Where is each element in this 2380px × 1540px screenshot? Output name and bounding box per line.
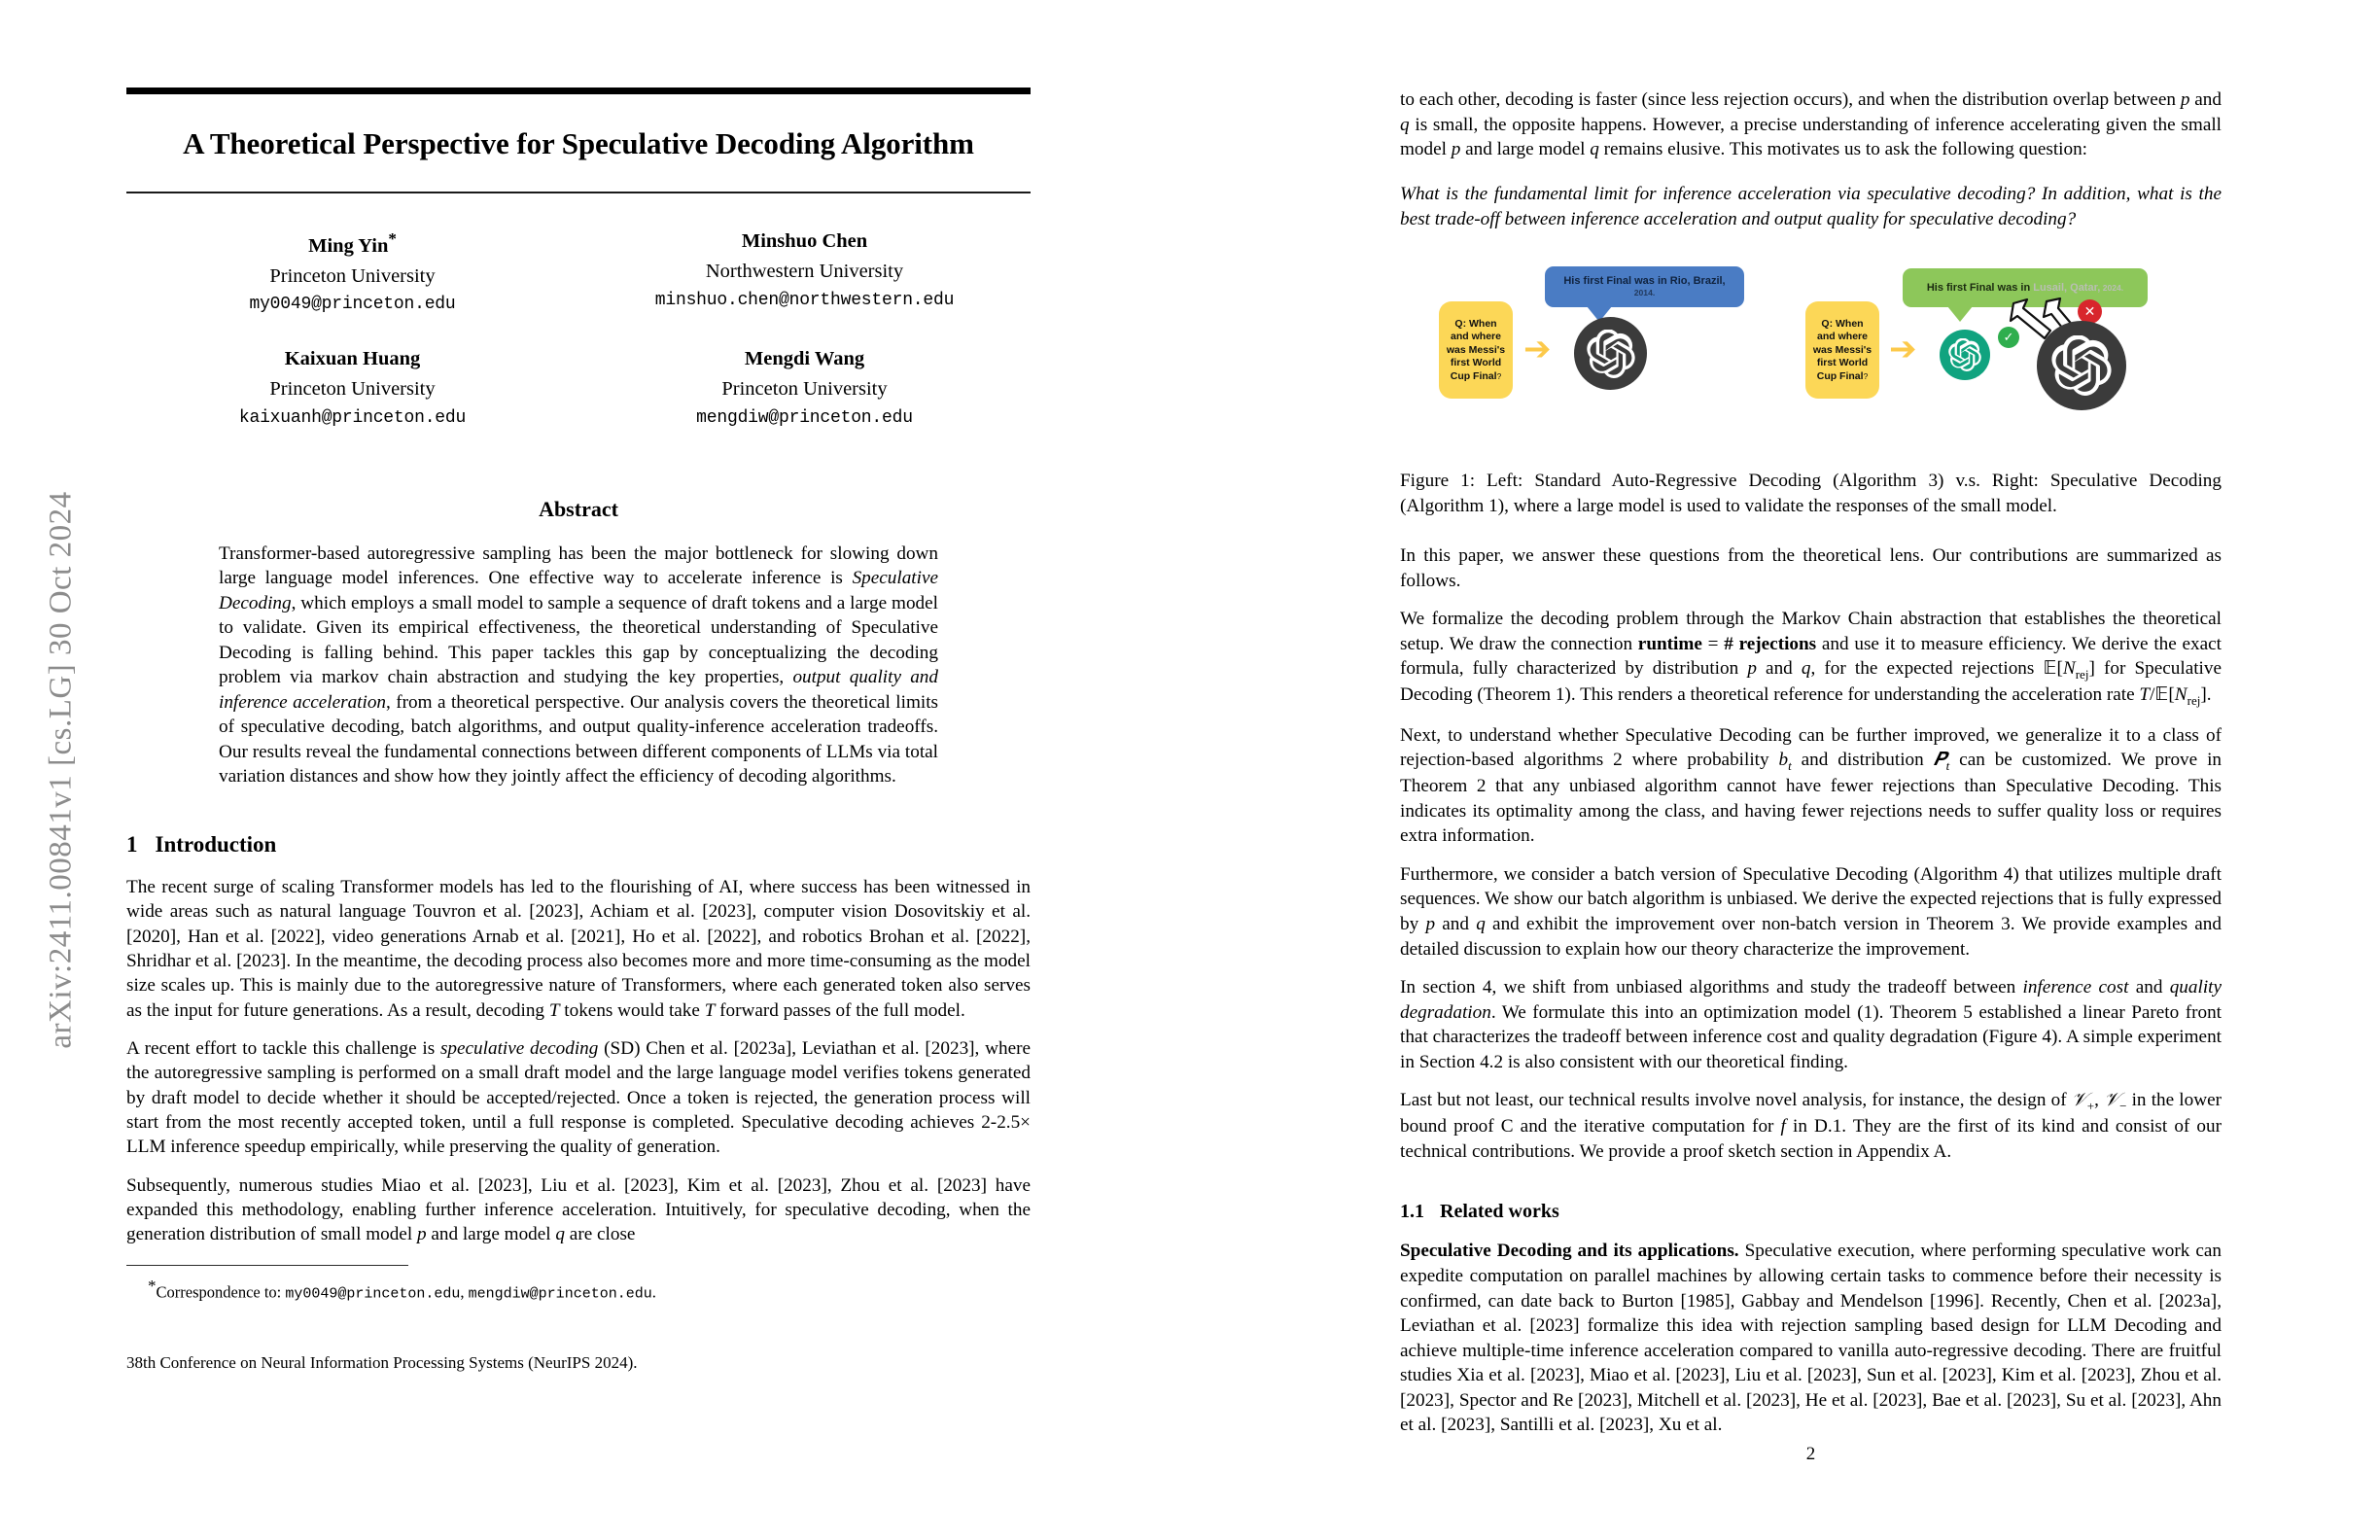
s4-c: . We formulate this into an optimization model (1). Theorem 5 established a linear Pareto front that characterizes the tradeoff between inference cost and quality degradation (Figure 4). A simple experiment in Section 4.2 is also consistent with our theoretical finding. xyxy=(1400,1001,2222,1072)
rtp-a: to each other, decoding is faster (since less rejection occurs), and when the distribution overlap between xyxy=(1400,89,2181,110)
reject-glyph: ✕ xyxy=(2083,303,2096,320)
intro-paragraph-2 xyxy=(126,1036,1031,1160)
fp-bold-runtime: runtime xyxy=(1637,633,1702,654)
fp-bold-rejections: # rejections xyxy=(1724,633,1817,654)
fp-f: . xyxy=(2206,684,2212,706)
s4-italic-1: inference cost xyxy=(2022,977,2129,998)
author-affiliation: Princeton University xyxy=(269,378,436,401)
intro-p1-end: forward passes of the full model. xyxy=(715,999,965,1021)
intro-p3-b: and large model xyxy=(426,1224,556,1245)
answer-text: His first Final was in Rio, Brazil, xyxy=(1563,275,1726,288)
abstract-part-2: , which employs a small model to sample a sequence of draft tokens and a large model to validate. Given its empirical effectiveness, the theoretical understanding of Speculative Decoding is falling behind. This paper tackles this gap by conceptualizing the decoding problem via markov chain abstraction and studying the key properties, xyxy=(219,592,938,688)
lp-c: in D.1. They are the first of its kind and consist of our technical contributions. We provide a proof sketch section in Appendix A. xyxy=(1400,1116,2222,1162)
author-affiliation: Northwestern University xyxy=(705,260,904,282)
np-b: and distribution xyxy=(1791,750,1934,771)
figure-left-panel xyxy=(1433,257,1764,451)
subsection-title: Related works xyxy=(1440,1201,1559,1223)
author-email: minshuo.chen@northwestern.edu xyxy=(654,290,955,310)
page-number: 2 xyxy=(1805,1444,1816,1464)
answer-text: His first Final was in xyxy=(1926,282,2034,295)
author-name xyxy=(126,227,578,262)
openai-logo-small-icon xyxy=(1940,330,1990,380)
author-affiliation: Princeton University xyxy=(269,264,436,287)
related-works-body: Speculative execution, where performing speculative work can expedite computation on parallel machines by allowing certain tasks to commence before their necessity is confirmed, can date back to Burton [1985], Gabbay and Mendelson [1996]. Recently, Chen et al. [2023a], Leviathan et al. [2023] formalize this idea with rejection sampling based design for LLM Decoding and achieve multiple-time inference acceleration compared to vanilla auto-regressive decoding. There are fruitful studies Xia et al. [2023], Miao et al. [2023], Liu et al. [2023], Sun et al. [2023], Kim et al. [2023], Zhou et al. [2023], Spector and Re [2023], Mitchell et al. [2023], He et al. [2023], Bae et al. [2023], Su et al. [2023], Ahn et al. [2023], Santilli et al. [2023], Xu et al. xyxy=(1400,1241,2222,1436)
author-name: Minshuo Chen xyxy=(741,230,868,253)
section-heading-introduction xyxy=(126,832,1031,858)
arrow-right-icon: ➔ xyxy=(1889,330,1917,369)
math-acceleration-rate: $T/𝔼[N_{rej}]$ xyxy=(2139,684,2207,709)
author-name: Kaixuan Huang xyxy=(284,348,421,370)
fp-c: and xyxy=(1756,658,1802,680)
footnote-correspondence xyxy=(126,1276,1031,1305)
figure-right-panel xyxy=(1803,257,2212,451)
page-title: A Theoretical Perspective for Speculative Decoding Algorithm xyxy=(183,126,974,160)
intro-p3-a: Subsequently, numerous studies Miao et al. [2023], Liu et al. [2023], Kim et al. [2023], Zhou et al. [2023] have expanded this methodology, enabling further inference acceleration. Intuitively, for speculative decoding, when the generation distribution of small model xyxy=(126,1174,1031,1245)
arxiv-stamp-text: arXiv:2411.00841v1 [cs.LG] 30 Oct 2024 xyxy=(43,491,79,1049)
question-tail: ? xyxy=(1863,370,1869,381)
author-name: Mengdi Wang xyxy=(744,348,865,370)
answer-bubble-left xyxy=(1545,266,1744,307)
page-left xyxy=(126,88,1031,1468)
fp-e: for Speculative Decoding (Theorem 1). This renders a theoretical reference for understanding the acceleration rate xyxy=(1400,658,2222,706)
fp-a: We formalize the decoding problem through the Markov Chain abstraction that establishes the theoretical setup. We draw the connection xyxy=(1400,609,2222,654)
footnote-prefix: Correspondence to: xyxy=(156,1282,286,1302)
openai-logo-icon xyxy=(1574,317,1647,390)
author-email: kaixuanh@princeton.edu xyxy=(238,407,467,428)
abstract-italic-1: Speculative Decoding xyxy=(219,568,938,613)
right-top-paragraph: to each other, decoding is faster (since less rejection occurs), and when the distribution overlap between p and q is small, the opposite happens. However, a precise understanding of inference accelerating given the small model p and large model q remains elusive. This motivates us to ask the following question: xyxy=(1400,89,2222,160)
abstract-italic-2: output quality and inference acceleration xyxy=(219,667,938,713)
author-minshuo-chen xyxy=(578,227,1031,319)
intro-p2-b: (SD) Chen et al. [2023a], Leviathan et al. [2023], where the autoregressive sampling is performed on a small draft model and the large language model verifies tokens generated by draft model to decide whether it should be accepted/rejected. Once a token is rejected, the generation process will start from the most recently accepted token, until a full response is completed. Speculative decoding achieves 2-2.5× LLM inference speedup empirically, while preserving the quality of generation. xyxy=(126,1037,1031,1158)
formalize-paragraph: We formalize the decoding problem through the Markov Chain abstraction that establishes the theoretical setup. We draw the connection runtime = # rejections and use it to measure efficiency. We derive the exact formula, fully characterized by distribution p and q, for the expected rejections $𝔼[N_{rej}]$ for Speculative Decoding (Theorem 1). This renders a theoretical reference for understanding the acceleration rate $T/𝔼[N_{rej}]$. xyxy=(1400,609,2222,709)
math-b-t: $b_t$ xyxy=(1778,750,1792,773)
question-box-left xyxy=(1439,301,1513,399)
accept-glyph: ✓ xyxy=(2003,330,2014,345)
title-rule-top xyxy=(126,88,1031,94)
intro-p3-c: are close xyxy=(565,1224,636,1245)
bubble-tail-right xyxy=(1947,306,1973,322)
intro-p1-mid: tokens would take xyxy=(559,999,705,1021)
openai-logo-large-icon xyxy=(2037,321,2126,410)
answer-faded-text: Lusail, Qatar, xyxy=(2033,282,2101,295)
footnote-star-icon: * xyxy=(148,1277,157,1296)
author-name-text: Ming Yin xyxy=(308,234,389,257)
abstract-part-3: , from a theoretical perspective. Our analysis covers the theoretical limits of speculative decoding, batch algorithms, and output quality-inference acceleration tradeoffs. Our results reveal the fundamental connections between different components of LLMs via total variation distances and show how they jointly affect the efficiency of decoding algorithms. xyxy=(219,691,938,788)
fp-d: , for the expected rejections xyxy=(1810,658,2044,680)
abstract-heading: Abstract xyxy=(539,496,618,521)
intro-p2-a: A recent effort to tackle this challenge is xyxy=(126,1037,440,1059)
s4-a: In section 4, we shift from unbiased algorithms and study the tradeoff between xyxy=(1400,977,2023,998)
page-right xyxy=(1400,88,2222,1468)
question-tail: ? xyxy=(1496,370,1502,381)
s4-b: and xyxy=(2128,977,2170,998)
intro-paragraph-1: The recent surge of scaling Transformer models has led to the flourishing of AI, where success has been witnessed in wide areas such as natural language Touvron et al. [2023], Achiam et al. [2023], computer vision Dosovitskiy et al. [2020], Han et al. [2022], video generations Arnab et al. [2021], Ho et al. [2022], and robotics Brohan et al. [2022], Shridhar et al. [2023]. In the meantime, the decoding process also becomes more and more time-consuming as the model size scales up. This is mainly due to the autoregressive nature of Transformers, where each generated token also serves as the input for future generations. As a result, decoding T tokens would take T forward passes of the full model. xyxy=(126,876,1031,1021)
fu-c: and exhibit the improvement over non-batch version in Theorem 3. We provide examples and detailed discussion to explain how our theory characterize the improvement. xyxy=(1400,914,2222,960)
math-p-t: 𝑷$_t$ xyxy=(1933,750,1950,773)
rtp-b: and xyxy=(2189,89,2222,110)
author-email: my0049@princeton.edu xyxy=(249,295,456,315)
fu-a: Furthermore, we consider a batch version of Speculative Decoding (Algorithm 4) that utilizes multiple draft sequences. We show our batch algorithm is unbiased. We derive the expected rejections that is fully expressed by xyxy=(1400,863,2222,934)
arxiv-stamp xyxy=(18,0,105,1540)
lp-b: in the lower bound proof C and the iterative computation for xyxy=(1400,1090,2222,1138)
rtp-d: and large model xyxy=(1460,139,1591,160)
question-label: Q: xyxy=(1821,317,1834,330)
next-paragraph xyxy=(1400,723,2222,849)
rtp-c: is small, the opposite happens. However, a precise understanding of inference accelerating given the small model xyxy=(1400,114,2222,160)
s4-italic-2: quality degradation xyxy=(1400,977,2222,1023)
author-email: mengdiw@princeton.edu xyxy=(696,407,913,428)
np-a: Next, to understand whether Speculative Decoding can be further improved, we generalize it to a class of rejection-based algorithms 2 where probability xyxy=(1400,724,2222,771)
subsection-number: 1.1 xyxy=(1400,1201,1424,1223)
fp-eq: = xyxy=(1701,633,1725,654)
footnote-period: . xyxy=(651,1282,656,1302)
contributions-paragraph: In this paper, we answer these questions from the theoretical lens. Our contributions are summarized as follows. xyxy=(1400,545,2222,591)
related-works-paragraph xyxy=(1400,1239,2222,1437)
footnote-email-2[interactable]: mengdiw@princeton.edu xyxy=(468,1285,652,1303)
question-text: When and where was Messi's first World Cup Final xyxy=(1812,317,1872,382)
question-label: Q: xyxy=(1454,317,1467,330)
conference-note: 38th Conference on Neural Information Processing Systems (NeurIPS 2024). xyxy=(126,1352,638,1372)
section-title: Introduction xyxy=(155,831,277,857)
subsection-heading-related-works xyxy=(1400,1201,2222,1223)
figure-1-caption: Figure 1: Left: Standard Auto-Regressive Decoding (Algorithm 3) v.s. Right: Speculative Decoding (Algorithm 1), where a large model is used to validate the responses of the small model. xyxy=(1400,471,2222,516)
related-works-lead: Speculative Decoding and its applications. xyxy=(1400,1241,1739,1262)
figure-1 xyxy=(1400,257,2222,451)
intro-p1-a: The recent surge of scaling Transformer models has led to the flourishing of AI, where success has been witnessed in wide areas such as natural language Touvron et al. [2023], Achiam et al. [2023], computer vision Dosovitskiy et al. [2020], Han et al. [2022], video generations Arnab et al. [2021], Ho et al. [2022], and robotics Brohan et al. [2022], Shridhar et al. [2023]. In the meantime, the decoding process also becomes more and more time-consuming as the model size scales up. This is mainly due to the autoregressive nature of Transformers, where each generated token also serves as the input for future generations. As a result, decoding xyxy=(126,876,1031,1021)
furthermore-paragraph: Furthermore, we consider a batch version of Speculative Decoding (Algorithm 4) that utilizes multiple draft sequences. We show our batch algorithm is unbiased. We derive the expected rejections that is fully expressed by p and q and exhibit the improvement over non-batch version in Theorem 3. We provide examples and detailed discussion to explain how our theory characterize the improvement. xyxy=(1400,863,2222,960)
section4-paragraph xyxy=(1400,975,2222,1074)
section-number: 1 xyxy=(126,831,138,857)
lp-a: Last but not least, our technical results involve novel analysis, for instance, the design of xyxy=(1400,1090,2072,1111)
rtp-e: remains elusive. This motivates us to ask the following question: xyxy=(1598,139,2088,160)
author-star: * xyxy=(388,229,397,249)
answer-year: 2014. xyxy=(1633,288,1656,298)
author-kaixuan-huang xyxy=(126,344,578,432)
abstract-part-1: Transformer-based autoregressive sampling has been the major bottleneck for slowing down large language model inferences. One effective way to accelerate inference is xyxy=(219,542,938,589)
fu-b: and xyxy=(1435,914,1477,934)
last-contributions-paragraph: Last but not least, our technical results involve novel analysis, for instance, the design of 𝒱$_+$, 𝒱$_-$ in the lower bound proof C and the iterative computation for f in D.1. They are the first of its kind and consist of our technical contributions. We provide a proof sketch section in Appendix A. xyxy=(1400,1090,2222,1162)
research-question: What is the fundamental limit for inference acceleration via speculative decoding? In addition, what is the best trade-off between inference acceleration and output quality for speculative decoding? xyxy=(1400,183,2222,229)
fp-b: and use it to measure efficiency. We derive the exact formula, fully characterized by distribution xyxy=(1400,633,2222,680)
footnote-separator xyxy=(126,1265,408,1267)
arrow-right-icon: ➔ xyxy=(1523,330,1552,369)
question-text: When and where was Messi's first World Cup Final xyxy=(1446,317,1506,382)
question-box-right xyxy=(1805,301,1879,399)
math-expected-rejections: $𝔼[N_{rej}]$ xyxy=(2043,658,2095,682)
intro-paragraph-3: Subsequently, numerous studies Miao et al. [2023], Liu et al. [2023], Kim et al. [2023], Zhou et al. [2023] have expanded this methodology, enabling further inference acceleration. Intuitively, for speculative decoding, when the generation distribution of small model p and large model q are close xyxy=(126,1174,1031,1245)
abstract-body xyxy=(219,542,938,789)
np-c: can be customized. We prove in Theorem 2 that any unbiased algorithm cannot have fewer rejections than Speculative Decoding. This indicates its optimality among the class, and having fewer rejections needs to suffer quality loss or requires extra information. xyxy=(1400,750,2222,847)
author-affiliation: Princeton University xyxy=(721,378,888,401)
authors-block xyxy=(126,227,1031,432)
author-row xyxy=(126,344,1031,432)
footnote-separator-text: , xyxy=(460,1282,469,1302)
author-row xyxy=(126,227,1031,319)
footnote-email-1[interactable]: my0049@princeton.edu xyxy=(285,1285,461,1303)
author-mengdi-wang xyxy=(578,344,1031,432)
math-v-plus-minus: 𝒱$_+$, 𝒱$_-$ xyxy=(2071,1090,2127,1114)
author-ming-yin xyxy=(126,227,578,319)
answer-year: 2024. xyxy=(2100,283,2124,294)
title-rule-bottom xyxy=(126,192,1031,193)
intro-p2-italic: speculative decoding xyxy=(439,1037,599,1059)
